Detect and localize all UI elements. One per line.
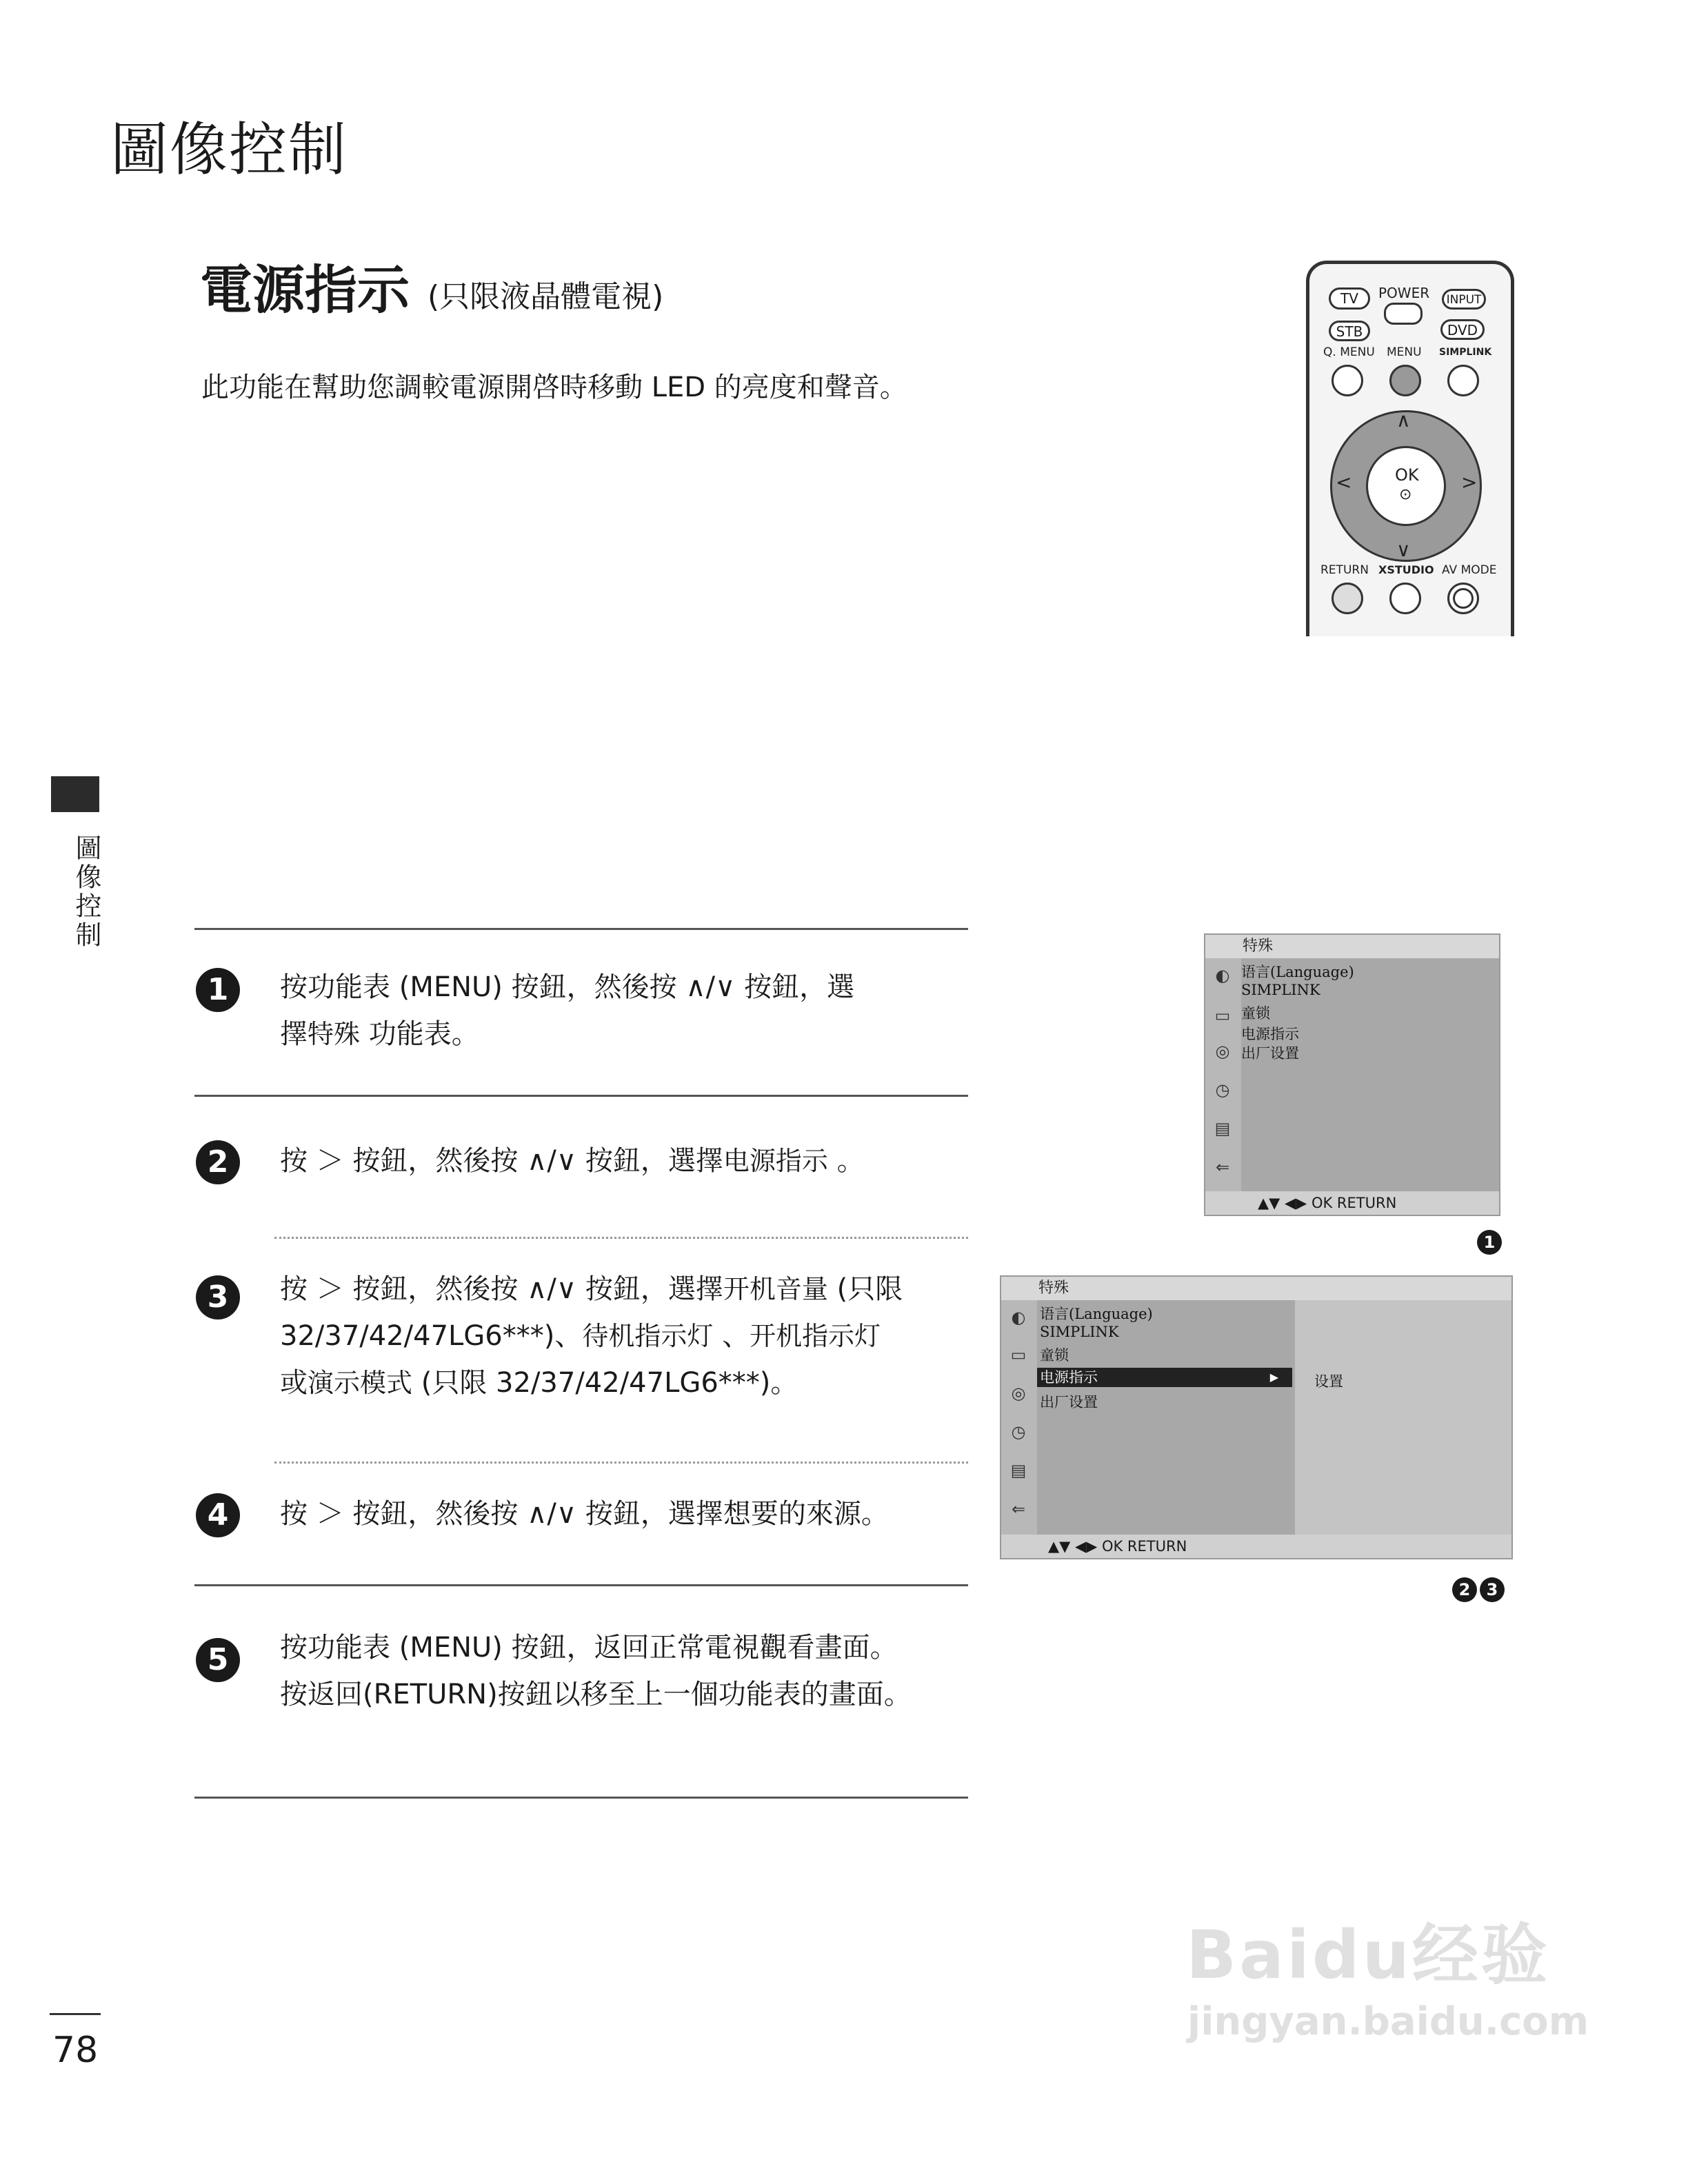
step-3-text <box>280 1266 903 1406</box>
step-5-text <box>280 1624 912 1718</box>
simplink-label: SIMPLINK <box>1439 347 1492 358</box>
section-subtitle: (只限液晶體電視) <box>428 279 664 314</box>
step-4-text: 按 ＞ 按鈕，然後按 ∧/∨ 按鈕，選擇想要的來源。 <box>280 1498 889 1530</box>
qmenu-label: Q. MENU <box>1323 345 1375 359</box>
input-icon: ⇐ <box>1011 1499 1026 1519</box>
divider <box>194 928 968 930</box>
osd-menu-panel <box>1037 1300 1295 1535</box>
power-icon <box>1384 303 1423 325</box>
step-number: 4 <box>196 1493 240 1537</box>
time-icon: ◷ <box>1215 1080 1230 1100</box>
figure-caption-number: 1 <box>1477 1230 1502 1255</box>
dotted-divider <box>274 1237 968 1239</box>
figure-caption-number: 3 <box>1480 1577 1505 1602</box>
input-icon: ⇐ <box>1215 1157 1230 1177</box>
osd-menu-panel <box>1241 958 1499 1191</box>
stb-button: STB <box>1329 321 1370 341</box>
submenu-item: 设置 <box>1314 1373 1343 1390</box>
menu-item: 出厂设置 <box>1241 1045 1299 1062</box>
side-tab-marker <box>51 776 99 812</box>
side-tab-label: 圖像控制 <box>71 834 101 950</box>
step-number: 2 <box>196 1140 240 1184</box>
step-3-line-1: 按 ＞ 按鈕，然後按 ∧/∨ 按鈕，選擇开机音量 (只限 <box>280 1273 903 1305</box>
power-label: POWER <box>1378 285 1430 301</box>
screen-icon: ▭ <box>1214 1006 1231 1025</box>
return-button <box>1332 583 1363 614</box>
option-icon: ▤ <box>1010 1461 1027 1480</box>
remote-control-illustration <box>1306 261 1514 636</box>
audio-icon: ◎ <box>1011 1384 1026 1403</box>
menu-item: 童锁 <box>1040 1347 1069 1364</box>
section-title: 電源指示 <box>200 259 410 321</box>
up-arrow-icon: ∧ <box>1396 409 1411 432</box>
menu-label: MENU <box>1387 345 1422 359</box>
divider <box>194 1095 968 1097</box>
step-number: 1 <box>196 968 240 1012</box>
watermark-brand: Baidu经验 <box>1186 1917 1550 1994</box>
xstudio-button <box>1389 583 1421 614</box>
menu-item: 语言(Language) <box>1040 1306 1153 1322</box>
dotted-divider <box>274 1462 968 1464</box>
step-3-line-3: 或演示模式 (只限 32/37/42/47LG6***)。 <box>280 1367 798 1399</box>
right-arrow-icon: > <box>1461 471 1478 494</box>
avmode-button <box>1447 583 1479 614</box>
osd-submenu-panel <box>1295 1300 1511 1535</box>
ok-dot-icon: ⊙ <box>1399 486 1412 503</box>
divider <box>194 1584 968 1586</box>
qmenu-button <box>1332 365 1363 396</box>
menu-item: 童锁 <box>1241 1005 1270 1022</box>
input-button: INPUT <box>1442 289 1486 310</box>
step-number: 5 <box>196 1638 240 1682</box>
osd-icon-column <box>1001 1300 1037 1535</box>
osd-screenshot-2 <box>1000 1275 1513 1559</box>
step-5-line-2: 按返回(RETURN)按鈕以移至上一個功能表的畫面。 <box>280 1679 912 1710</box>
step-1-line-2: 擇特殊 功能表。 <box>280 1018 479 1050</box>
osd-footer: ▲▼ ◀▶ OK RETURN <box>1205 1191 1499 1215</box>
osd-icon-column <box>1205 958 1241 1191</box>
return-label: RETURN <box>1320 563 1369 577</box>
intro-text: 此功能在幫助您調較電源開啓時移動 LED 的亮度和聲音。 <box>201 372 907 403</box>
picture-icon: ◐ <box>1011 1308 1026 1327</box>
menu-item: SIMPLINK <box>1241 982 1320 998</box>
option-icon: ▤ <box>1214 1119 1231 1138</box>
ok-label: OK <box>1395 465 1419 485</box>
menu-item: SIMPLINK <box>1040 1324 1119 1340</box>
osd-footer: ▲▼ ◀▶ OK RETURN <box>1001 1535 1511 1558</box>
menu-button <box>1389 365 1421 396</box>
osd-header: 特殊 <box>1205 935 1499 958</box>
down-arrow-icon: ∨ <box>1396 538 1411 561</box>
audio-icon: ◎ <box>1215 1042 1230 1061</box>
simplink-button <box>1447 365 1479 396</box>
figure-caption-number: 2 <box>1452 1577 1477 1602</box>
divider <box>194 1797 968 1799</box>
xstudio-label: XSTUDIO <box>1378 563 1434 576</box>
submenu-arrow-icon: ▶ <box>1269 1371 1278 1384</box>
step-5-line-1: 按功能表 (MENU) 按鈕，返回正常電視觀看畫面。 <box>280 1632 898 1664</box>
menu-item-selected: 电源指示 ▶ <box>1037 1368 1292 1387</box>
page-title: 圖像控制 <box>110 116 348 183</box>
step-3-line-2: 32/37/42/47LG6***)、待机指示灯 、开机指示灯 <box>280 1320 881 1352</box>
time-icon: ◷ <box>1011 1422 1026 1442</box>
step-number: 3 <box>196 1275 240 1320</box>
dvd-button: DVD <box>1440 319 1485 340</box>
page-number-rule <box>50 2013 101 2015</box>
step-1-line-1: 按功能表 (MENU) 按鈕，然後按 ∧/∨ 按鈕，選 <box>280 971 855 1003</box>
picture-icon: ◐ <box>1215 966 1230 985</box>
osd-screenshot-1 <box>1204 933 1500 1216</box>
tv-button: TV <box>1329 287 1370 310</box>
osd-header: 特殊 <box>1001 1277 1511 1300</box>
page-number: 78 <box>52 2030 99 2071</box>
avmode-label: AV MODE <box>1442 563 1497 577</box>
left-arrow-icon: < <box>1336 471 1352 494</box>
step-1-text <box>280 964 854 1058</box>
watermark-url: jingyan.baidu.com <box>1187 1999 1589 2044</box>
screen-icon: ▭ <box>1010 1345 1027 1364</box>
menu-item: 电源指示 <box>1241 1026 1299 1042</box>
step-2-text: 按 ＞ 按鈕，然後按 ∧/∨ 按鈕，選擇电源指示 。 <box>280 1145 865 1177</box>
menu-item: 语言(Language) <box>1241 964 1354 980</box>
menu-item: 出厂设置 <box>1040 1394 1098 1410</box>
